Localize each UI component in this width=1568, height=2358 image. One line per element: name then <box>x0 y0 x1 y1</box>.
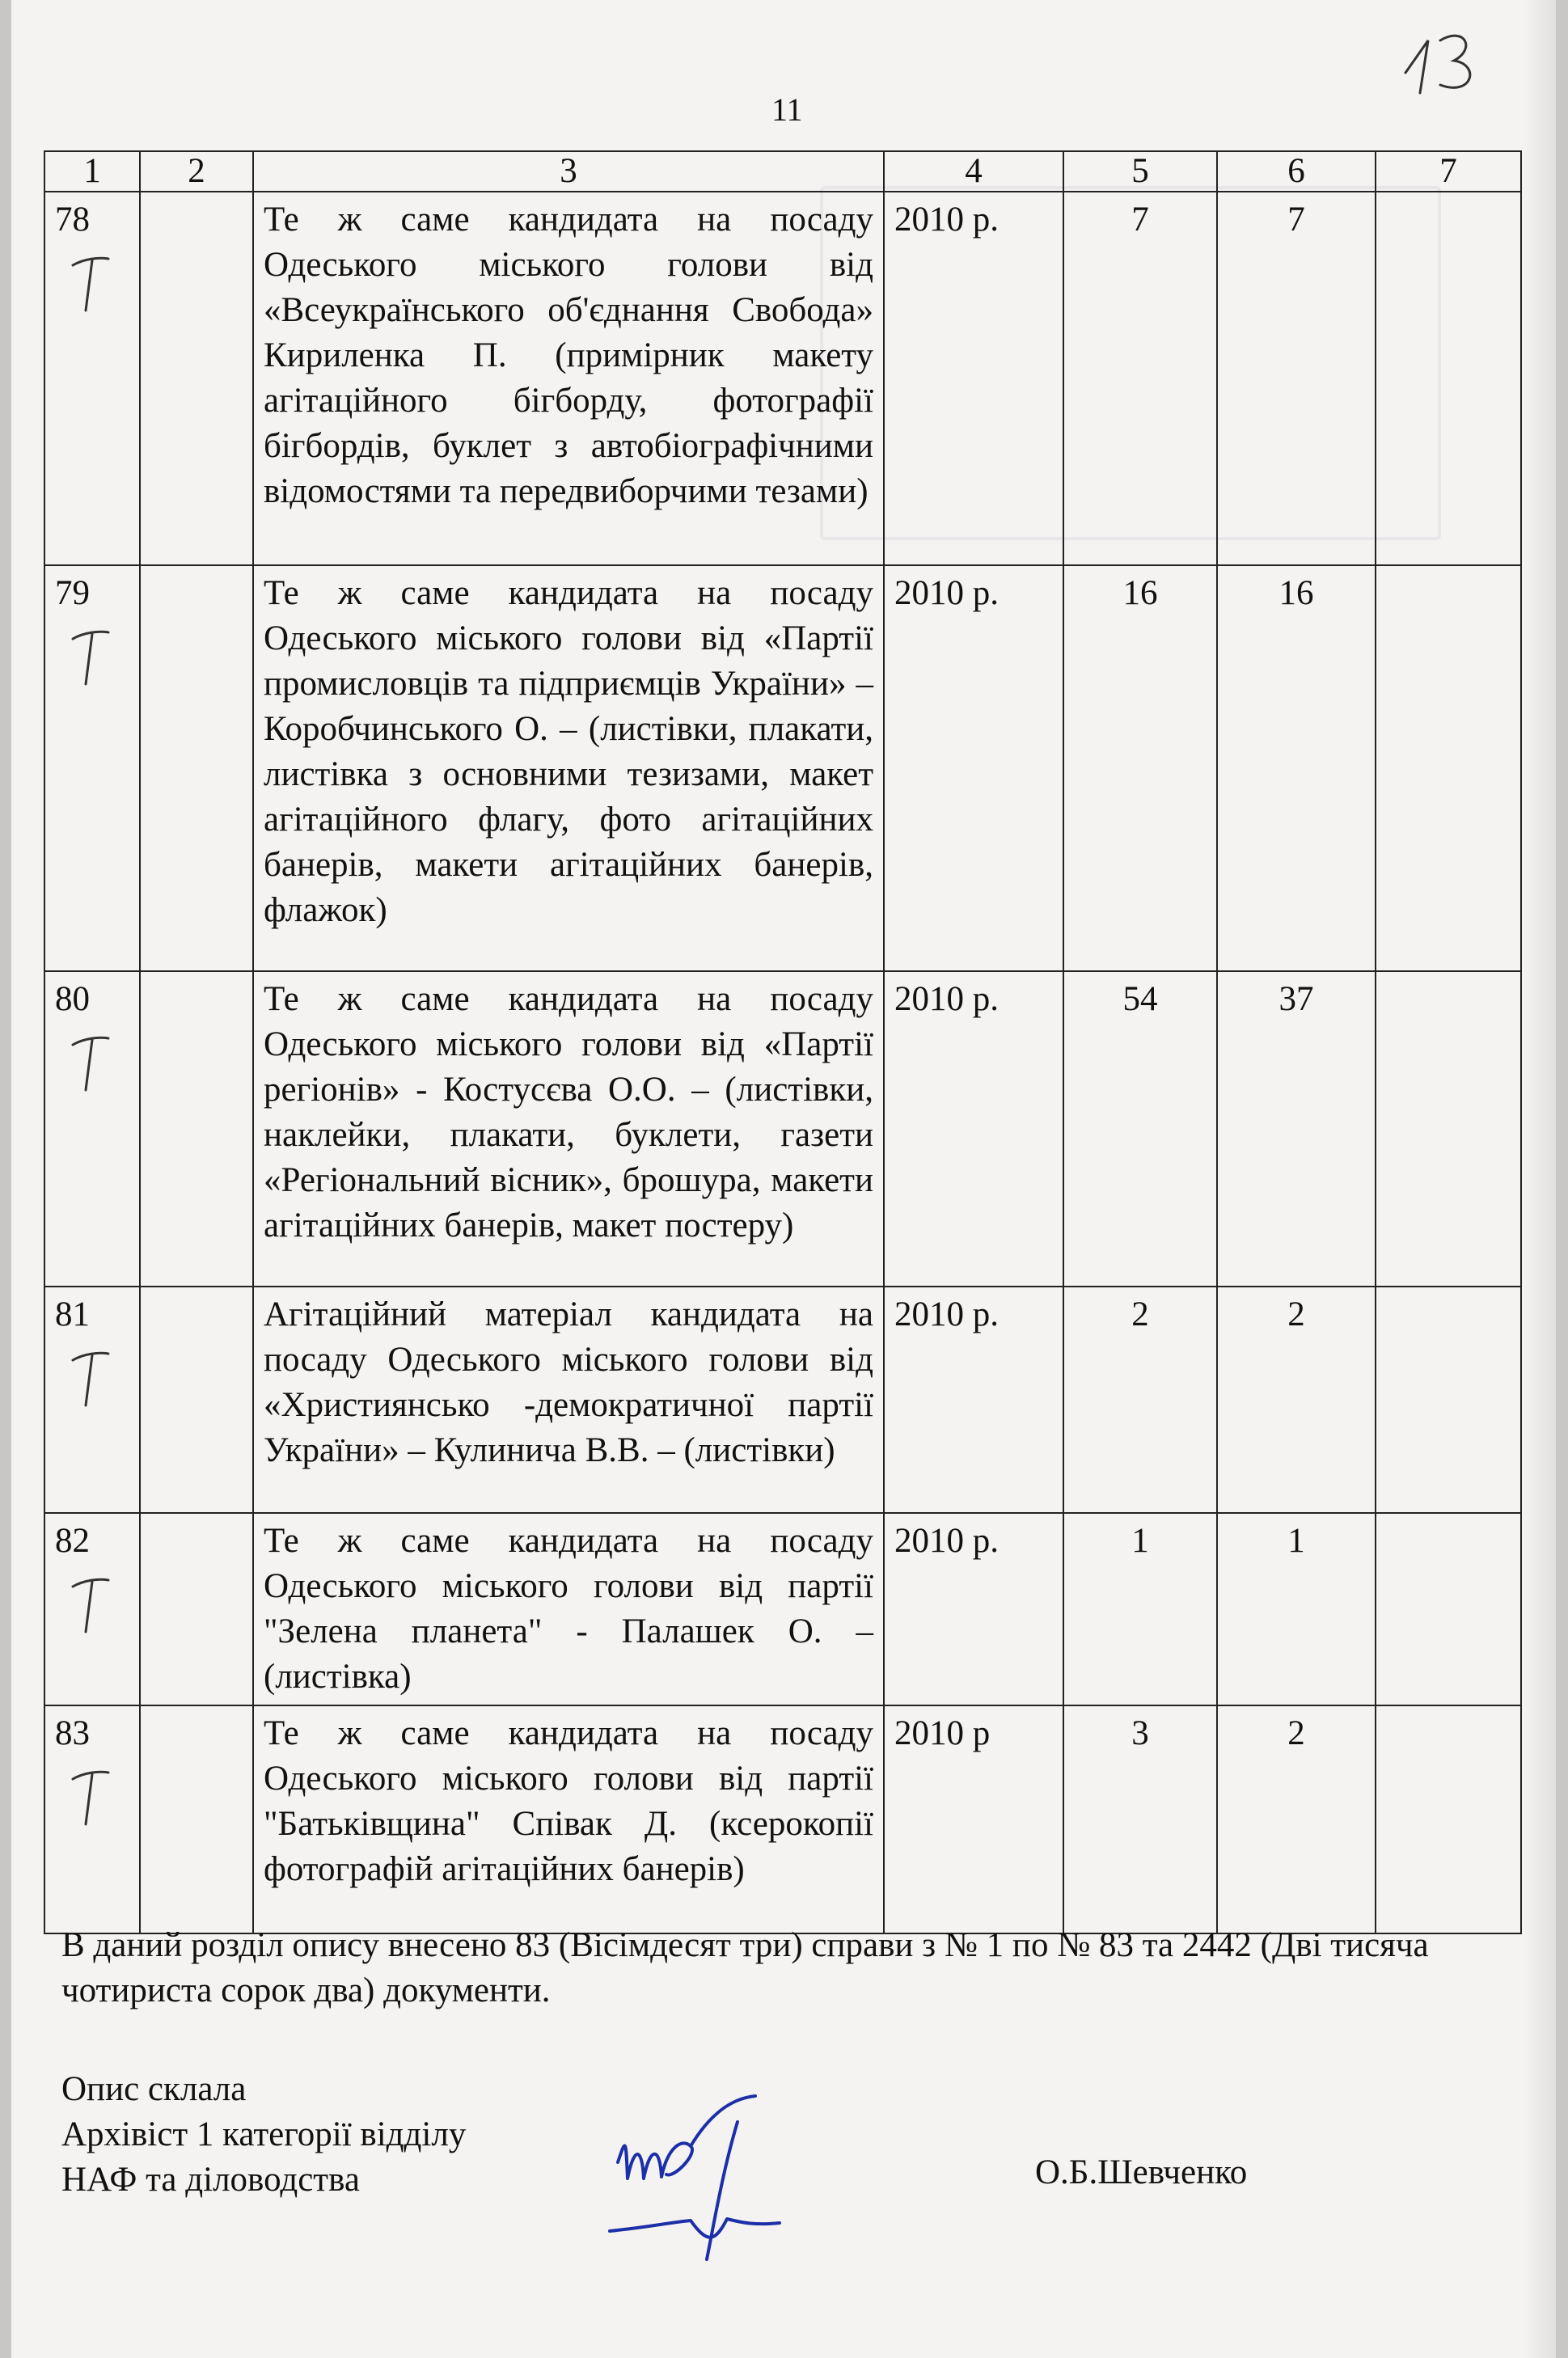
row-col6: 2 <box>1217 1705 1376 1933</box>
row-description: Те ж саме кандидата на посаду Одеського міського голови від «Всеукраїнського об'єднання Свобода» Кириленка П. (примірник макету агітаційного бігборду, фотографії бігбордів, буклет з автобіографічними відомостями та передвиборчими тезами) <box>253 192 884 565</box>
row-col7 <box>1376 1287 1521 1513</box>
row-number: 80 <box>55 980 90 1018</box>
row-description: Те ж саме кандидата на посаду Одеського міського голови від партії "Батьківщина" Співак Д. (ксерокопії фотографій агітаційних банерів) <box>253 1705 884 1933</box>
row-number: 78 <box>55 201 90 239</box>
row-number-cell <box>44 565 140 971</box>
table-row <box>44 1513 1521 1705</box>
row-col2 <box>140 1287 253 1513</box>
header-col-5: 5 <box>1063 151 1217 192</box>
row-col5: 7 <box>1063 192 1217 565</box>
row-col2 <box>140 1513 253 1705</box>
header-col-1: 1 <box>44 151 140 192</box>
check-mark-icon <box>66 1346 115 1410</box>
inventory-summary: В даний розділ опису внесено 83 (Вісімдесят три) справи з № 1 по № 83 та 2442 (Дві тисяча чотириста сорок два) документи. <box>61 1926 1429 2009</box>
row-date: 2010 р. <box>884 565 1063 971</box>
row-number: 82 <box>55 1522 90 1560</box>
header-col-2: 2 <box>140 151 253 192</box>
row-col2 <box>140 971 253 1287</box>
row-col2 <box>140 565 253 971</box>
row-date: 2010 р. <box>884 1513 1063 1705</box>
row-number-cell <box>44 971 140 1287</box>
handwritten-signature <box>594 2090 812 2276</box>
row-col2 <box>140 1705 253 1933</box>
row-col7 <box>1376 971 1521 1287</box>
row-number-cell <box>44 1287 140 1513</box>
row-date: 2010 р. <box>884 971 1063 1287</box>
row-description: Те ж саме кандидата на посаду Одеського міського голови від «Партії регіонів» - Костусєва О.О. – (листівки, наклейки, плакати, буклети, газети «Регіональний вісник», брошура, макети агітаційних банерів, макет постеру) <box>253 971 884 1287</box>
check-mark-icon <box>66 1572 115 1637</box>
table-header-row <box>44 151 1521 192</box>
table-row <box>44 565 1521 971</box>
row-col6: 1 <box>1217 1513 1376 1705</box>
check-mark-icon <box>66 1764 115 1829</box>
row-col7 <box>1376 192 1521 565</box>
signatory-name: О.Б.Шевченко <box>1035 2153 1248 2191</box>
signatory-block <box>61 2067 466 2203</box>
signatory-line-3: НАФ та діловодства <box>61 2161 360 2199</box>
row-col5: 3 <box>1063 1705 1217 1933</box>
header-col-4: 4 <box>884 151 1063 192</box>
row-col2 <box>140 192 253 565</box>
check-mark-icon <box>66 251 115 315</box>
row-col6: 2 <box>1217 1287 1376 1513</box>
signatory-line-1: Опис склала <box>61 2070 247 2108</box>
inventory-table <box>44 150 1522 1934</box>
row-number: 79 <box>55 574 90 612</box>
header-col-6: 6 <box>1217 151 1376 192</box>
row-number-cell <box>44 192 140 565</box>
row-number-cell <box>44 1513 140 1705</box>
row-description: Агітаційний матеріал кандидата на посаду Одеського міського голови від «Християнсько -демократичної партії України» – Кулинича В.В. – (листівки) <box>253 1287 884 1513</box>
page-number: 11 <box>771 91 803 128</box>
table-row <box>44 971 1521 1287</box>
row-number: 81 <box>55 1295 90 1333</box>
header-col-7: 7 <box>1376 151 1521 192</box>
table-row <box>44 1705 1521 1933</box>
row-date: 2010 р. <box>884 192 1063 565</box>
row-col5: 2 <box>1063 1287 1217 1513</box>
table-row <box>44 192 1521 565</box>
row-col7 <box>1376 1513 1521 1705</box>
check-mark-icon <box>66 624 115 689</box>
row-description: Те ж саме кандидата на посаду Одеського міського голови від «Партії промисловців та підприємців України» – Коробчинського О. – (листівки, плакати, листівка з основними тезизами, макет агітаційного флагу, фото агітаційних банерів, макети агітаційних банерів, флажок) <box>253 565 884 971</box>
row-col7 <box>1376 565 1521 971</box>
table-row <box>44 1287 1521 1513</box>
row-date: 2010 р <box>884 1705 1063 1933</box>
row-col6: 16 <box>1217 565 1376 971</box>
row-col5: 1 <box>1063 1513 1217 1705</box>
check-mark-icon <box>66 1030 115 1095</box>
row-col6: 37 <box>1217 971 1376 1287</box>
document-page <box>11 0 1556 2358</box>
handwritten-sheet-number <box>1396 16 1485 105</box>
row-col5: 16 <box>1063 565 1217 971</box>
row-col5: 54 <box>1063 971 1217 1287</box>
row-col7 <box>1376 1705 1521 1933</box>
row-date: 2010 р. <box>884 1287 1063 1513</box>
row-col6: 7 <box>1217 192 1376 565</box>
signatory-line-2: Архівіст 1 категорії відділу <box>61 2115 467 2153</box>
row-description: Те ж саме кандидата на посаду Одеського міського голови від партії "Зелена планета" - Палашек О. – (листівка) <box>253 1513 884 1705</box>
row-number-cell <box>44 1705 140 1933</box>
row-number: 83 <box>55 1714 90 1752</box>
header-col-3: 3 <box>253 151 884 192</box>
